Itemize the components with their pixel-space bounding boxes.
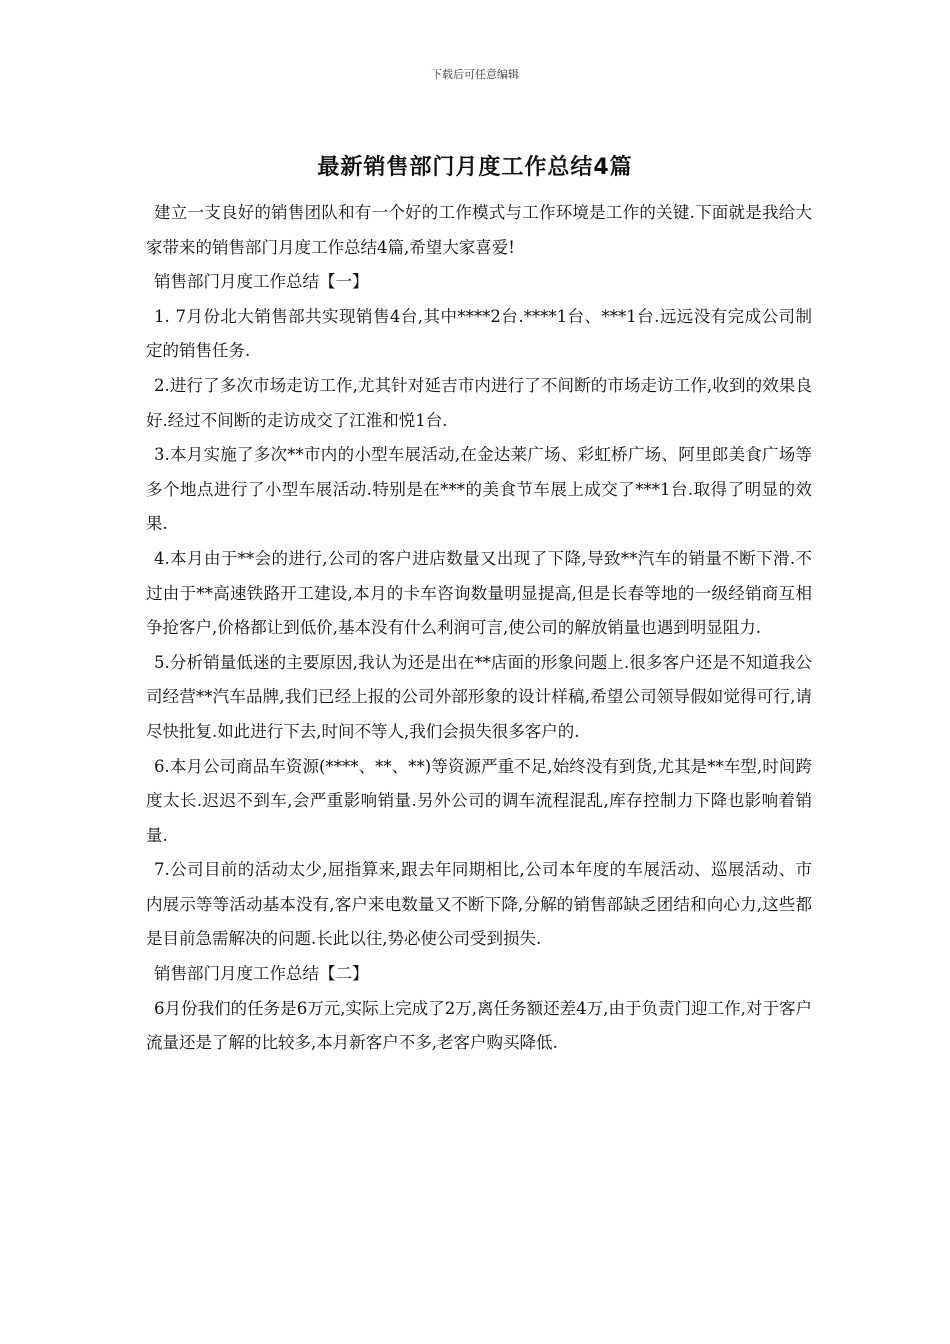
section-2-paragraph: 6月份我们的任务是6万元,实际上完成了2万,离任务额还差4万,由于负责门迎工作,对于客户流量还是了解的比较多,本月新客户不多,老客户购买降低. — [146, 998, 812, 1053]
list-item-2: 2.进行了多次市场走访工作,尤其针对延吉市内进行了不间断的市场走访工作,收到的效果良好.经过不间断的走访成交了江淮和悦1台. — [146, 375, 812, 430]
list-item-6: 6.本月公司商品车资源(****、**、**)等资源严重不足,始终没有到货,尤其是**车型,时间跨度太长.迟迟不到车,会严重影响销量.另外公司的调车流程混乱,库存控制力下降也影响着销量. — [146, 756, 812, 845]
document-body — [146, 196, 812, 1061]
list-item-5: 5.分析销量低迷的主要原因,我认为还是出在**店面的形象问题上.很多客户还是不知道我公司经营**汽车品牌,我们已经上报的公司外部形象的设计样稿,希望公司领导假如觉得可行,请尽快批复.如此进行下去,时间不等人,我们会损失很多客户的. — [146, 652, 812, 741]
list-item-1: 1. 7月份北大销售部共实现销售4台,其中****2台.****1台、***1台.远远没有完成公司制定的销售任务. — [146, 306, 812, 361]
section-heading-2: 销售部门月度工作总结【二】 — [154, 964, 369, 984]
page-header-note: 下载后可任意编辑 — [431, 68, 519, 81]
list-item-7: 7.公司目前的活动太少,屈指算来,跟去年同期相比,公司本年度的车展活动、巡展活动、市内展示等等活动基本没有,客户来电数量又不断下降,分解的销售部缺乏团结和向心力,这些都是目前急需解决的问题.长此以往,势必使公司受到损失. — [146, 860, 812, 949]
document-title: 最新销售部门月度工作总结4篇 — [317, 155, 633, 180]
list-item-4: 4.本月由于**会的进行,公司的客户进店数量又出现了下降,导致**汽车的销量不断下滑.不过由于**高速铁路开工建设,本月的卡车咨询数量明显提高,但是长春等地的一级经销商互相争抢客户,价格都让到低价,基本没有什么利润可言,使公司的解放销量也遇到明显阻力. — [146, 548, 812, 638]
section-heading-1: 销售部门月度工作总结【一】 — [154, 272, 369, 292]
intro-paragraph: 建立一支良好的销售团队和有一个好的工作模式与工作环境是工作的关键.下面就是我给大家带来的销售部门月度工作总结4篇,希望大家喜爱! — [146, 203, 812, 257]
list-item-3: 3.本月实施了多次**市内的小型车展活动,在金达莱广场、彩虹桥广场、阿里郎美食广场等多个地点进行了小型车展活动.特别是在***的美食节车展上成交了***1台.取得了明显的效果. — [146, 445, 812, 534]
